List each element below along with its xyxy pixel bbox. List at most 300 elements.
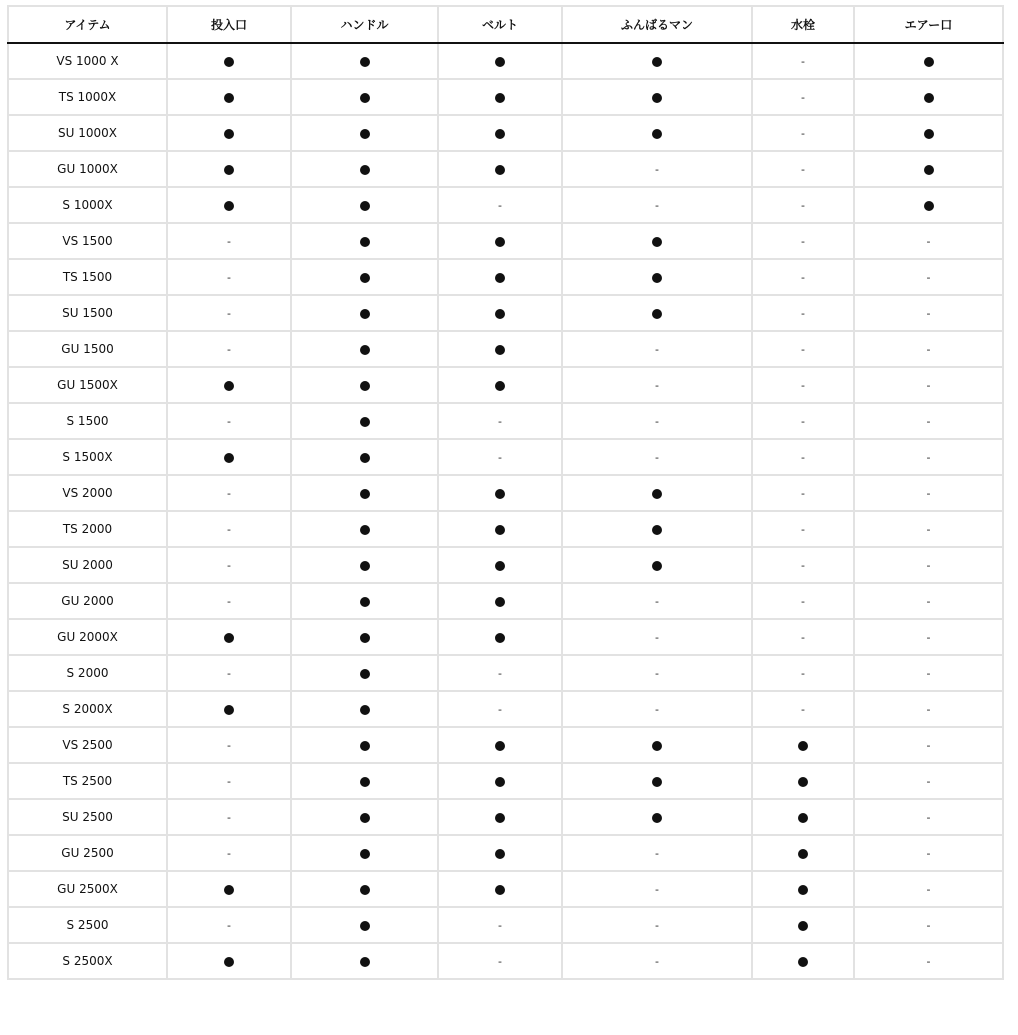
cell-belt <box>438 835 562 871</box>
cell-funbaruman <box>562 43 752 79</box>
cell-item-name: S 2500 <box>8 907 167 943</box>
available-dot-icon <box>798 741 808 751</box>
available-dot-icon <box>495 561 505 571</box>
cell-faucet <box>752 439 854 475</box>
cell-faucet <box>752 79 854 115</box>
unavailable-dash: - <box>655 595 659 608</box>
cell-inlet <box>167 907 291 943</box>
unavailable-dash: - <box>926 919 931 932</box>
cell-belt <box>438 43 562 79</box>
cell-faucet <box>752 871 854 907</box>
cell-inlet <box>167 943 291 979</box>
available-dot-icon <box>360 561 370 571</box>
cell-item-name: GU 2500X <box>8 871 167 907</box>
unavailable-dash: - <box>801 307 805 320</box>
table-row <box>8 115 1003 151</box>
unavailable-dash: - <box>227 811 231 824</box>
available-dot-icon <box>224 885 234 895</box>
cell-item-name: S 1000X <box>8 187 167 223</box>
cell-handle <box>291 43 438 79</box>
cell-item-name: TS 1500 <box>8 259 167 295</box>
cell-funbaruman <box>562 763 752 799</box>
unavailable-dash: - <box>926 631 931 644</box>
unavailable-dash: - <box>926 811 931 824</box>
available-dot-icon <box>652 273 662 283</box>
available-dot-icon <box>360 309 370 319</box>
cell-inlet <box>167 403 291 439</box>
available-dot-icon <box>360 525 370 535</box>
available-dot-icon <box>360 705 370 715</box>
table-row <box>8 187 1003 223</box>
available-dot-icon <box>360 741 370 751</box>
available-dot-icon <box>798 849 808 859</box>
cell-inlet <box>167 259 291 295</box>
cell-faucet <box>752 907 854 943</box>
cell-handle <box>291 403 438 439</box>
cell-belt <box>438 115 562 151</box>
cell-air-port <box>854 331 1003 367</box>
cell-air-port <box>854 79 1003 115</box>
cell-handle <box>291 727 438 763</box>
cell-faucet <box>752 763 854 799</box>
table-row <box>8 367 1003 403</box>
feature-comparison-table <box>7 5 1004 980</box>
unavailable-dash: - <box>801 595 805 608</box>
cell-faucet <box>752 367 854 403</box>
header-air-port: エアー口 <box>854 6 1003 43</box>
cell-inlet <box>167 799 291 835</box>
available-dot-icon <box>495 489 505 499</box>
unavailable-dash: - <box>926 379 931 392</box>
cell-faucet <box>752 475 854 511</box>
table-row <box>8 547 1003 583</box>
unavailable-dash: - <box>498 919 502 932</box>
cell-belt <box>438 403 562 439</box>
available-dot-icon <box>652 525 662 535</box>
cell-faucet <box>752 187 854 223</box>
cell-air-port <box>854 835 1003 871</box>
cell-funbaruman <box>562 547 752 583</box>
cell-inlet <box>167 367 291 403</box>
available-dot-icon <box>360 957 370 967</box>
unavailable-dash: - <box>498 451 502 464</box>
cell-air-port <box>854 223 1003 259</box>
available-dot-icon <box>495 777 505 787</box>
available-dot-icon <box>360 345 370 355</box>
cell-inlet <box>167 79 291 115</box>
cell-belt <box>438 619 562 655</box>
available-dot-icon <box>652 129 662 139</box>
available-dot-icon <box>652 93 662 103</box>
available-dot-icon <box>652 561 662 571</box>
unavailable-dash: - <box>926 667 931 680</box>
cell-item-name: GU 1000X <box>8 151 167 187</box>
unavailable-dash: - <box>801 487 805 500</box>
cell-inlet <box>167 331 291 367</box>
available-dot-icon <box>360 489 370 499</box>
cell-belt <box>438 259 562 295</box>
cell-air-port <box>854 619 1003 655</box>
cell-faucet <box>752 295 854 331</box>
cell-item-name: GU 1500 <box>8 331 167 367</box>
cell-inlet <box>167 547 291 583</box>
cell-funbaruman <box>562 943 752 979</box>
cell-funbaruman <box>562 655 752 691</box>
cell-inlet <box>167 223 291 259</box>
cell-handle <box>291 619 438 655</box>
cell-air-port <box>854 151 1003 187</box>
cell-funbaruman <box>562 187 752 223</box>
unavailable-dash: - <box>926 523 931 536</box>
cell-faucet <box>752 799 854 835</box>
cell-belt <box>438 655 562 691</box>
cell-funbaruman <box>562 583 752 619</box>
unavailable-dash: - <box>926 775 931 788</box>
available-dot-icon <box>360 669 370 679</box>
cell-item-name: TS 1000X <box>8 79 167 115</box>
unavailable-dash: - <box>655 703 659 716</box>
available-dot-icon <box>495 309 505 319</box>
cell-air-port <box>854 547 1003 583</box>
cell-air-port <box>854 403 1003 439</box>
unavailable-dash: - <box>926 235 931 248</box>
unavailable-dash: - <box>655 955 659 968</box>
cell-handle <box>291 151 438 187</box>
unavailable-dash: - <box>801 235 805 248</box>
cell-belt <box>438 763 562 799</box>
table-row <box>8 907 1003 943</box>
available-dot-icon <box>360 597 370 607</box>
table-row <box>8 475 1003 511</box>
unavailable-dash: - <box>801 667 805 680</box>
cell-faucet <box>752 511 854 547</box>
available-dot-icon <box>495 813 505 823</box>
table-row <box>8 223 1003 259</box>
available-dot-icon <box>652 309 662 319</box>
cell-air-port <box>854 439 1003 475</box>
unavailable-dash: - <box>498 667 502 680</box>
header-handle: ハンドル <box>291 6 438 43</box>
cell-handle <box>291 511 438 547</box>
table-row <box>8 151 1003 187</box>
unavailable-dash: - <box>801 523 805 536</box>
cell-funbaruman <box>562 907 752 943</box>
cell-faucet <box>752 547 854 583</box>
cell-faucet <box>752 151 854 187</box>
cell-air-port <box>854 115 1003 151</box>
cell-belt <box>438 187 562 223</box>
unavailable-dash: - <box>227 775 231 788</box>
unavailable-dash: - <box>227 343 231 356</box>
header-row <box>8 6 1003 43</box>
header-funbaruman: ふんばるマン <box>562 6 752 43</box>
available-dot-icon <box>224 957 234 967</box>
cell-handle <box>291 79 438 115</box>
cell-handle <box>291 187 438 223</box>
cell-handle <box>291 547 438 583</box>
cell-inlet <box>167 835 291 871</box>
table-row <box>8 79 1003 115</box>
cell-funbaruman <box>562 691 752 727</box>
cell-handle <box>291 223 438 259</box>
cell-air-port <box>854 907 1003 943</box>
cell-funbaruman <box>562 475 752 511</box>
unavailable-dash: - <box>227 847 231 860</box>
cell-air-port <box>854 583 1003 619</box>
unavailable-dash: - <box>655 343 659 356</box>
cell-inlet <box>167 439 291 475</box>
unavailable-dash: - <box>655 847 659 860</box>
cell-item-name: GU 2500 <box>8 835 167 871</box>
cell-item-name: SU 2500 <box>8 799 167 835</box>
available-dot-icon <box>652 57 662 67</box>
available-dot-icon <box>495 57 505 67</box>
cell-air-port <box>854 655 1003 691</box>
unavailable-dash: - <box>655 415 659 428</box>
unavailable-dash: - <box>227 739 231 752</box>
cell-belt <box>438 799 562 835</box>
cell-inlet <box>167 475 291 511</box>
unavailable-dash: - <box>926 451 931 464</box>
cell-air-port <box>854 367 1003 403</box>
cell-belt <box>438 727 562 763</box>
unavailable-dash: - <box>926 307 931 320</box>
available-dot-icon <box>924 129 934 139</box>
unavailable-dash: - <box>801 163 805 176</box>
cell-faucet <box>752 727 854 763</box>
cell-belt <box>438 583 562 619</box>
table-row <box>8 511 1003 547</box>
header-belt: ベルト <box>438 6 562 43</box>
cell-funbaruman <box>562 223 752 259</box>
unavailable-dash: - <box>655 919 659 932</box>
unavailable-dash: - <box>801 415 805 428</box>
available-dot-icon <box>652 777 662 787</box>
unavailable-dash: - <box>926 487 931 500</box>
cell-handle <box>291 907 438 943</box>
cell-handle <box>291 367 438 403</box>
cell-inlet <box>167 151 291 187</box>
available-dot-icon <box>360 201 370 211</box>
cell-item-name: VS 2000 <box>8 475 167 511</box>
available-dot-icon <box>224 705 234 715</box>
available-dot-icon <box>495 129 505 139</box>
cell-handle <box>291 115 438 151</box>
cell-inlet <box>167 763 291 799</box>
available-dot-icon <box>360 885 370 895</box>
cell-handle <box>291 871 438 907</box>
available-dot-icon <box>495 381 505 391</box>
table-row <box>8 727 1003 763</box>
table-body <box>8 43 1003 979</box>
available-dot-icon <box>495 633 505 643</box>
cell-belt <box>438 151 562 187</box>
unavailable-dash: - <box>801 559 805 572</box>
cell-faucet <box>752 943 854 979</box>
cell-funbaruman <box>562 295 752 331</box>
cell-funbaruman <box>562 151 752 187</box>
unavailable-dash: - <box>926 271 931 284</box>
table-row <box>8 655 1003 691</box>
cell-funbaruman <box>562 835 752 871</box>
unavailable-dash: - <box>926 883 931 896</box>
cell-handle <box>291 583 438 619</box>
cell-item-name: VS 2500 <box>8 727 167 763</box>
unavailable-dash: - <box>498 199 502 212</box>
cell-faucet <box>752 655 854 691</box>
cell-item-name: TS 2500 <box>8 763 167 799</box>
cell-faucet <box>752 835 854 871</box>
unavailable-dash: - <box>926 703 931 716</box>
cell-inlet <box>167 691 291 727</box>
table-row <box>8 799 1003 835</box>
available-dot-icon <box>924 57 934 67</box>
cell-item-name: SU 1000X <box>8 115 167 151</box>
available-dot-icon <box>652 813 662 823</box>
cell-item-name: VS 1000 X <box>8 43 167 79</box>
available-dot-icon <box>360 849 370 859</box>
unavailable-dash: - <box>655 379 659 392</box>
unavailable-dash: - <box>227 919 231 932</box>
unavailable-dash: - <box>801 343 805 356</box>
cell-funbaruman <box>562 403 752 439</box>
cell-funbaruman <box>562 367 752 403</box>
unavailable-dash: - <box>655 631 659 644</box>
unavailable-dash: - <box>801 451 805 464</box>
table-row <box>8 43 1003 79</box>
cell-funbaruman <box>562 259 752 295</box>
unavailable-dash: - <box>227 595 231 608</box>
cell-handle <box>291 763 438 799</box>
table-row <box>8 295 1003 331</box>
unavailable-dash: - <box>926 343 931 356</box>
cell-item-name: S 1500X <box>8 439 167 475</box>
available-dot-icon <box>224 93 234 103</box>
cell-faucet <box>752 43 854 79</box>
unavailable-dash: - <box>227 559 231 572</box>
cell-item-name: S 2500X <box>8 943 167 979</box>
table-row <box>8 763 1003 799</box>
available-dot-icon <box>360 633 370 643</box>
cell-handle <box>291 691 438 727</box>
unavailable-dash: - <box>801 199 805 212</box>
cell-belt <box>438 367 562 403</box>
available-dot-icon <box>360 237 370 247</box>
available-dot-icon <box>924 93 934 103</box>
cell-handle <box>291 943 438 979</box>
cell-belt <box>438 547 562 583</box>
unavailable-dash: - <box>801 631 805 644</box>
cell-belt <box>438 223 562 259</box>
cell-faucet <box>752 691 854 727</box>
available-dot-icon <box>360 417 370 427</box>
cell-item-name: S 1500 <box>8 403 167 439</box>
cell-handle <box>291 475 438 511</box>
cell-funbaruman <box>562 799 752 835</box>
available-dot-icon <box>495 525 505 535</box>
available-dot-icon <box>360 273 370 283</box>
unavailable-dash: - <box>926 955 931 968</box>
cell-inlet <box>167 655 291 691</box>
table-row <box>8 583 1003 619</box>
cell-item-name: S 2000 <box>8 655 167 691</box>
cell-air-port <box>854 187 1003 223</box>
available-dot-icon <box>798 813 808 823</box>
available-dot-icon <box>224 57 234 67</box>
cell-inlet <box>167 43 291 79</box>
unavailable-dash: - <box>801 127 805 140</box>
cell-handle <box>291 655 438 691</box>
cell-item-name: SU 2000 <box>8 547 167 583</box>
unavailable-dash: - <box>498 415 502 428</box>
cell-funbaruman <box>562 619 752 655</box>
available-dot-icon <box>495 597 505 607</box>
available-dot-icon <box>360 93 370 103</box>
available-dot-icon <box>652 489 662 499</box>
unavailable-dash: - <box>498 703 502 716</box>
available-dot-icon <box>224 633 234 643</box>
cell-funbaruman <box>562 511 752 547</box>
cell-funbaruman <box>562 871 752 907</box>
unavailable-dash: - <box>227 235 231 248</box>
unavailable-dash: - <box>498 955 502 968</box>
header-inlet: 投入口 <box>167 6 291 43</box>
table-row <box>8 403 1003 439</box>
available-dot-icon <box>224 201 234 211</box>
cell-air-port <box>854 943 1003 979</box>
cell-item-name: S 2000X <box>8 691 167 727</box>
available-dot-icon <box>360 777 370 787</box>
cell-inlet <box>167 511 291 547</box>
cell-faucet <box>752 583 854 619</box>
cell-faucet <box>752 619 854 655</box>
cell-air-port <box>854 691 1003 727</box>
available-dot-icon <box>652 741 662 751</box>
cell-item-name: GU 2000 <box>8 583 167 619</box>
header-faucet: 水栓 <box>752 6 854 43</box>
table-row <box>8 259 1003 295</box>
unavailable-dash: - <box>801 55 805 68</box>
available-dot-icon <box>798 921 808 931</box>
table-row <box>8 871 1003 907</box>
available-dot-icon <box>360 57 370 67</box>
available-dot-icon <box>360 813 370 823</box>
table-header <box>8 6 1003 43</box>
available-dot-icon <box>495 237 505 247</box>
available-dot-icon <box>495 741 505 751</box>
available-dot-icon <box>495 93 505 103</box>
cell-item-name: SU 1500 <box>8 295 167 331</box>
available-dot-icon <box>360 129 370 139</box>
available-dot-icon <box>360 381 370 391</box>
unavailable-dash: - <box>655 163 659 176</box>
unavailable-dash: - <box>926 415 931 428</box>
unavailable-dash: - <box>926 559 931 572</box>
cell-belt <box>438 691 562 727</box>
unavailable-dash: - <box>801 703 805 716</box>
unavailable-dash: - <box>926 847 931 860</box>
available-dot-icon <box>224 129 234 139</box>
unavailable-dash: - <box>227 271 231 284</box>
cell-belt <box>438 511 562 547</box>
unavailable-dash: - <box>227 487 231 500</box>
unavailable-dash: - <box>227 307 231 320</box>
unavailable-dash: - <box>227 667 231 680</box>
cell-belt <box>438 79 562 115</box>
cell-item-name: TS 2000 <box>8 511 167 547</box>
available-dot-icon <box>360 921 370 931</box>
unavailable-dash: - <box>801 379 805 392</box>
